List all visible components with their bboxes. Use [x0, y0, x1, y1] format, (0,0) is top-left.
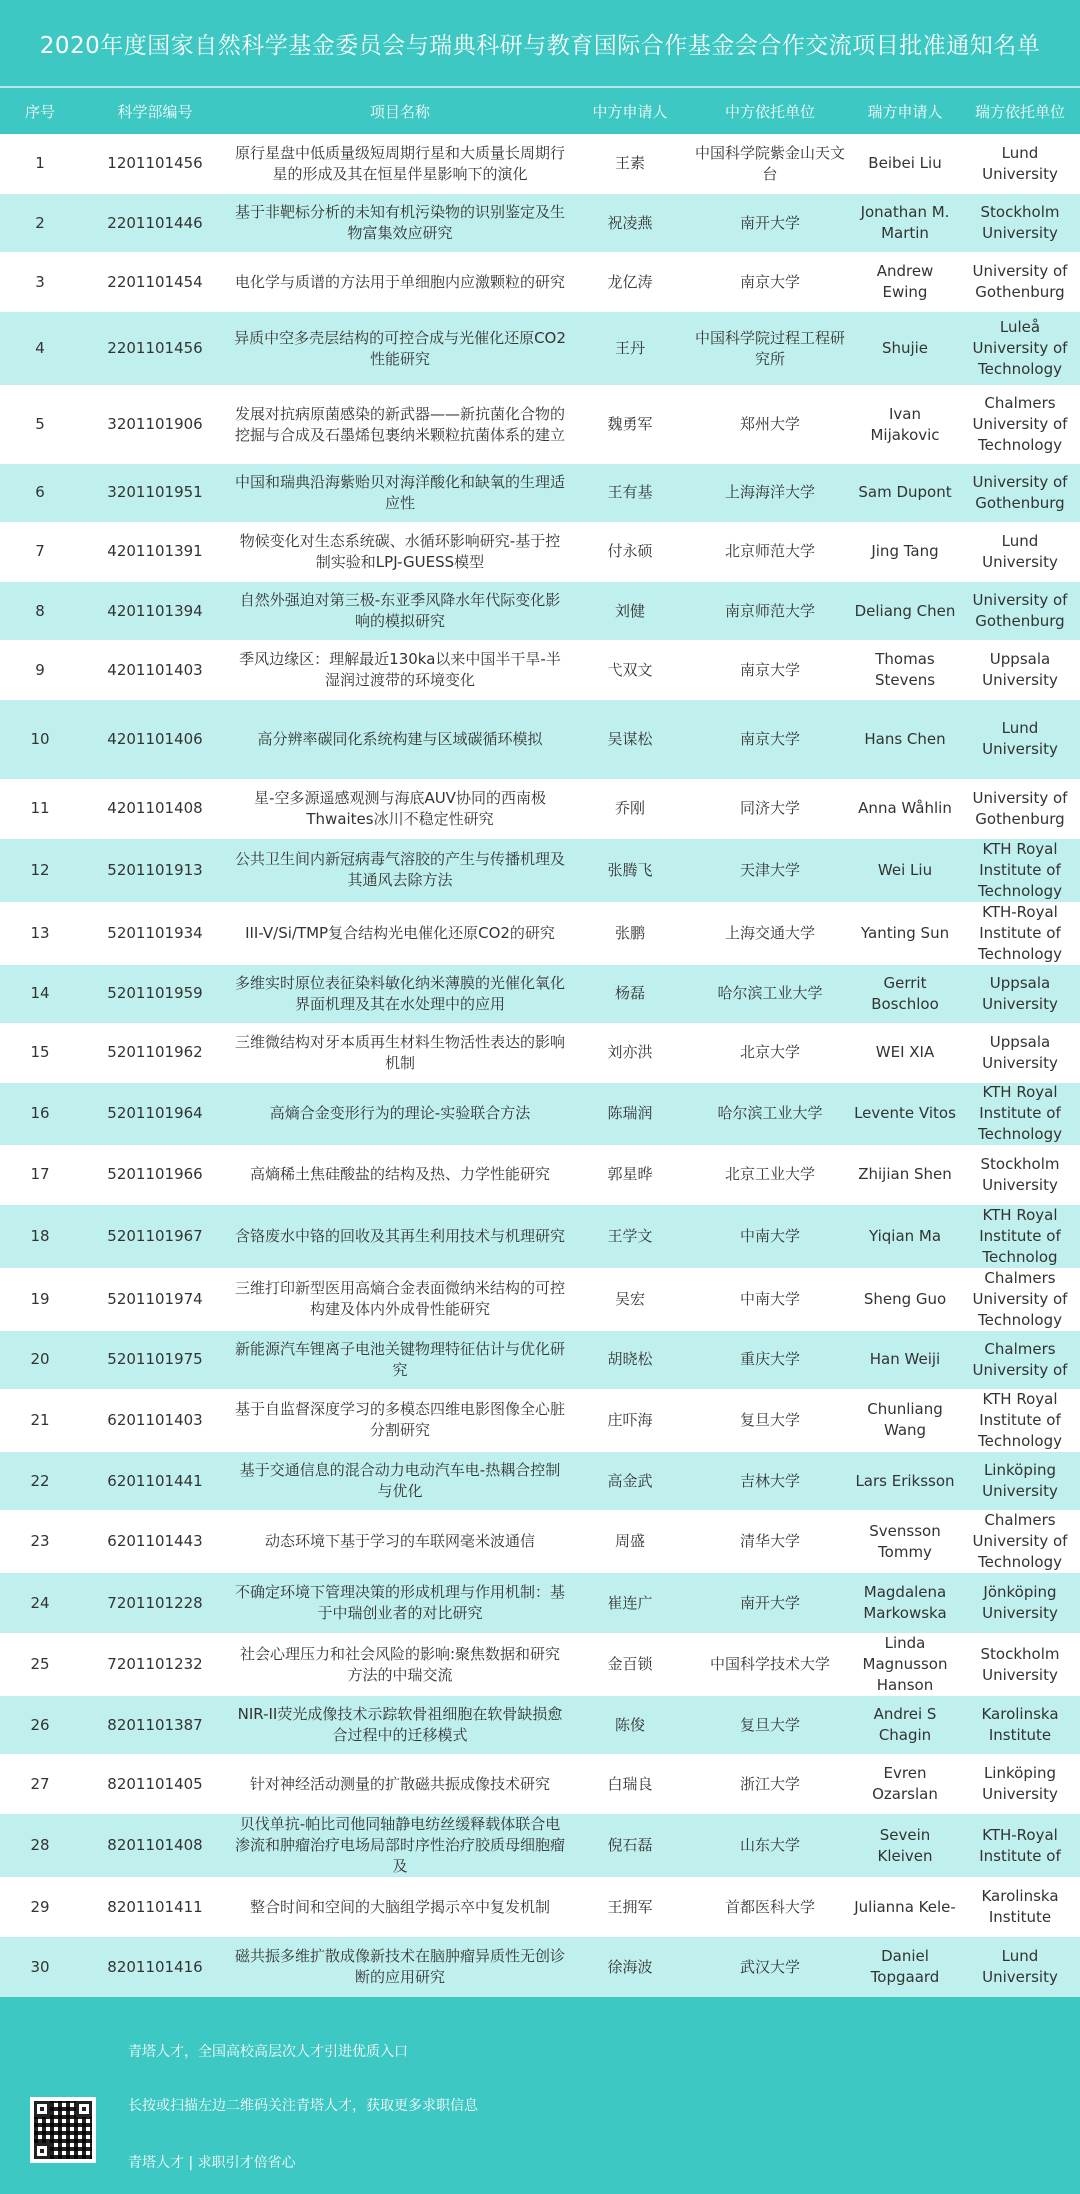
- row-project: 电化学与质谱的方法用于单细胞内应激颗粒的研究: [234, 272, 565, 291]
- row-cn-unit: 同济大学: [739, 799, 800, 818]
- row-project: 公共卫生间内新冠病毒气溶胶的产生与传播机理及其通风去除方法: [234, 850, 565, 890]
- table-row: [0, 1696, 1080, 1754]
- table-row: [0, 1083, 1080, 1145]
- row-se-unit: Lund University: [982, 531, 1058, 571]
- row-cn-applicant: 张鹏: [614, 923, 645, 942]
- table-row: [0, 902, 1080, 965]
- row-code: 6201101443: [107, 1532, 203, 1551]
- row-cn-applicant: 弋双文: [607, 660, 653, 679]
- row-cn-unit: 南京师范大学: [724, 601, 815, 620]
- row-cn-applicant: 王素: [614, 154, 645, 173]
- row-cn-applicant: 吴谋松: [607, 729, 653, 748]
- row-se-applicant: Julianna Kele-: [854, 1897, 956, 1916]
- row-cn-applicant: 魏勇军: [607, 415, 653, 434]
- row-cn-unit: 哈尔滨工业大学: [717, 1104, 823, 1123]
- table-row: [0, 194, 1080, 252]
- row-project: 贝伐单抗-帕比司他同轴静电纺丝缓释载体联合电渗流和肿瘤治疗电场局部时序性治疗胶质母细胞瘤及: [234, 1815, 565, 1876]
- row-cn-applicant: 崔连广: [607, 1593, 653, 1612]
- row-se-applicant: Beibei Liu: [868, 154, 942, 173]
- row-project: 基于自监督深度学习的多模态四维电影图像全心脏分割研究: [234, 1400, 565, 1440]
- row-cn-unit: 复旦大学: [739, 1410, 800, 1429]
- row-cn-unit: 山东大学: [739, 1836, 800, 1855]
- row-se-unit: Lund University: [982, 143, 1058, 183]
- row-code: 6201101403: [107, 1410, 203, 1429]
- footer-tagline: 青塔人才 | 求职引才倍省心: [128, 2155, 296, 2171]
- row-project: 基于交通信息的混合动力电动汽车电-热耦合控制与优化: [239, 1461, 561, 1501]
- table-row: [0, 385, 1080, 464]
- row-project: 动态环境下基于学习的车联网毫米波通信: [264, 1532, 535, 1551]
- row-se-unit: KTH Royal Institute of Technology: [977, 839, 1063, 900]
- row-se-unit: Stockholm University: [980, 1644, 1060, 1684]
- row-code: 4201101403: [107, 660, 203, 679]
- table-row: [0, 1510, 1080, 1573]
- row-no: 27: [30, 1774, 50, 1793]
- row-se-unit: Luleå University of Technology: [972, 318, 1068, 379]
- row-no: 23: [30, 1532, 50, 1551]
- row-cn-applicant: 周盛: [614, 1532, 645, 1551]
- row-code: 4201101394: [107, 601, 203, 620]
- row-cn-unit: 北京师范大学: [724, 542, 815, 561]
- row-code: 2201101446: [107, 213, 203, 232]
- row-se-applicant: Hans Chen: [864, 729, 946, 748]
- row-se-applicant: Lars Eriksson: [855, 1471, 955, 1490]
- row-no: 9: [35, 660, 45, 679]
- row-no: 20: [30, 1350, 50, 1369]
- row-code: 8201101387: [107, 1715, 203, 1734]
- row-cn-applicant: 杨磊: [614, 984, 645, 1003]
- row-se-applicant: Zhijian Shen: [858, 1165, 952, 1184]
- row-no: 18: [30, 1226, 50, 1245]
- header-cn-unit: 中方依托单位: [724, 102, 815, 121]
- row-cn-applicant: 王丹: [614, 339, 645, 358]
- row-project: 异质中空多壳层结构的可控合成与光催化还原CO2性能研究: [234, 328, 566, 368]
- row-cn-unit: 中国科学技术大学: [709, 1655, 830, 1674]
- row-se-unit: Stockholm University: [980, 203, 1060, 243]
- row-project: 磁共振多维扩散成像新技术在脑肿瘤异质性无创诊断的应用研究: [234, 1947, 565, 1987]
- table-row: [0, 1633, 1080, 1696]
- row-cn-unit: 南开大学: [739, 213, 800, 232]
- row-cn-applicant: 祝凌燕: [607, 213, 653, 232]
- row-cn-unit: 中国科学院过程工程研究所: [694, 328, 845, 368]
- row-se-unit: Stockholm University: [980, 1154, 1060, 1194]
- row-se-unit: University of Gothenburg: [972, 591, 1068, 631]
- row-project: 原行星盘中低质量级短周期行星和大质量长周期行星的形成及其在恒星伴星影响下的演化: [234, 143, 565, 183]
- header-se-applicant: 瑞方申请人: [867, 102, 943, 121]
- table-row: [0, 1145, 1080, 1205]
- row-no: 6: [35, 483, 45, 502]
- row-cn-unit: 中南大学: [739, 1289, 800, 1308]
- row-se-applicant: Jonathan M. Martin: [860, 203, 950, 243]
- row-se-unit: Jönköping University: [982, 1583, 1058, 1623]
- qr-code-icon[interactable]: [30, 2097, 96, 2163]
- row-cn-unit: 重庆大学: [739, 1350, 800, 1369]
- row-se-applicant: Thomas Stevens: [874, 650, 936, 690]
- row-code: 5201101964: [107, 1104, 203, 1123]
- row-no: 19: [30, 1289, 50, 1308]
- row-se-applicant: Andrei S Chagin: [873, 1705, 937, 1745]
- row-se-applicant: Levente Vitos: [854, 1104, 956, 1123]
- row-cn-applicant: 陈俊: [614, 1715, 645, 1734]
- row-project: 中国和瑞典沿海紫贻贝对海洋酸化和缺氧的生理适应性: [234, 472, 565, 512]
- row-se-unit: Karolinska Institute: [981, 1887, 1059, 1927]
- row-code: 5201101934: [107, 923, 203, 942]
- row-code: 1201101456: [107, 154, 203, 173]
- row-no: 22: [30, 1471, 50, 1490]
- row-cn-applicant: 付永硕: [607, 542, 653, 561]
- row-cn-unit: 中国科学院紫金山天文台: [694, 143, 845, 183]
- row-cn-unit: 南京大学: [739, 272, 800, 291]
- table-row: [0, 1205, 1080, 1268]
- row-project: NIR-II荧光成像技术示踪软骨祖细胞在软骨缺损愈合过程中的迁移模式: [237, 1705, 563, 1745]
- row-code: 5201101959: [107, 984, 203, 1003]
- row-no: 30: [30, 1957, 50, 1976]
- row-project: 针对神经活动测量的扩散磁共振成像技术研究: [249, 1774, 550, 1793]
- row-se-unit: Lund University: [982, 1947, 1058, 1987]
- row-project: III-V/Si/TMP复合结构光电催化还原CO2的研究: [245, 923, 555, 942]
- table-row: [0, 1268, 1080, 1331]
- row-cn-applicant: 胡晓松: [607, 1350, 653, 1369]
- row-cn-applicant: 龙亿涛: [607, 272, 653, 291]
- row-project: 不确定环境下管理决策的形成机理与作用机制：基于中瑞创业者的对比研究: [234, 1583, 565, 1623]
- row-code: 3201101906: [107, 415, 203, 434]
- row-se-applicant: Evren Ozarslan: [872, 1764, 938, 1804]
- row-cn-unit: 浙江大学: [739, 1774, 800, 1793]
- table-row: [0, 1389, 1080, 1452]
- row-no: 11: [30, 799, 50, 818]
- row-cn-unit: 哈尔滨工业大学: [717, 984, 823, 1003]
- row-cn-unit: 武汉大学: [739, 1957, 800, 1976]
- table-row: [0, 134, 1080, 194]
- row-cn-unit: 复旦大学: [739, 1715, 800, 1734]
- row-cn-unit: 首都医科大学: [724, 1897, 815, 1916]
- row-se-unit: KTH-Royal Institute of: [979, 1825, 1061, 1865]
- row-se-applicant: Gerrit Boschloo: [871, 973, 939, 1013]
- table-row: [0, 1754, 1080, 1814]
- row-cn-unit: 南开大学: [739, 1593, 800, 1612]
- table-row: [0, 1023, 1080, 1083]
- row-project: 星-空多源遥感观测与海底AUV协同的西南极Thwaites冰川不稳定性研究: [254, 788, 546, 828]
- header-no: 序号: [24, 102, 55, 121]
- row-se-unit: Lund University: [982, 719, 1058, 759]
- row-no: 14: [30, 984, 50, 1003]
- row-se-unit: Chalmers University of: [972, 1339, 1068, 1379]
- row-se-unit: Uppsala University: [982, 973, 1058, 1013]
- row-se-applicant: Shujie: [881, 339, 929, 358]
- row-cn-unit: 中南大学: [739, 1226, 800, 1245]
- row-se-applicant: Chunliang Wang: [867, 1400, 943, 1440]
- footer-slogan: 青塔人才，全国高校高层次人才引进优质入口: [128, 2044, 408, 2060]
- row-no: 24: [30, 1593, 50, 1612]
- table-row: [0, 700, 1080, 779]
- row-project: 含铬废水中铬的回收及其再生利用技术与机理研究: [234, 1226, 565, 1245]
- row-cn-applicant: 陈瑞润: [607, 1104, 653, 1123]
- table-row: [0, 1452, 1080, 1510]
- row-se-unit: Chalmers University of Technology: [972, 1511, 1068, 1572]
- table-header: [0, 86, 1080, 134]
- row-se-applicant: Wei Liu: [877, 860, 933, 879]
- row-code: 5201101913: [107, 860, 203, 879]
- table-row: [0, 1814, 1080, 1877]
- row-cn-unit: 上海交通大学: [724, 923, 815, 942]
- table-row: [0, 839, 1080, 902]
- footer: [0, 1997, 1080, 2194]
- row-cn-applicant: 乔刚: [614, 799, 645, 818]
- row-cn-applicant: 郭星晔: [607, 1165, 653, 1184]
- row-se-unit: KTH Royal Institute of Technolog: [979, 1205, 1061, 1266]
- table-row: [0, 779, 1080, 839]
- footer-qr-hint: 长按或扫描左边二维码关注青塔人才，获取更多求职信息: [128, 2098, 478, 2114]
- row-cn-applicant: 徐海波: [607, 1957, 653, 1976]
- row-project: 高熵稀土焦硅酸盐的结构及热、力学性能研究: [249, 1165, 550, 1184]
- table-row: [0, 965, 1080, 1023]
- header-cn-applicant: 中方申请人: [592, 102, 668, 121]
- row-no: 12: [30, 860, 50, 879]
- row-code: 4201101408: [107, 799, 203, 818]
- row-project: 新能源汽车锂离子电池关键物理特征估计与优化研究: [234, 1339, 565, 1379]
- row-se-applicant: Han Weiji: [869, 1350, 941, 1369]
- table-row: [0, 1331, 1080, 1389]
- row-code: 5201101974: [107, 1289, 203, 1308]
- row-code: 4201101406: [107, 729, 203, 748]
- row-no: 15: [30, 1043, 50, 1062]
- row-cn-applicant: 刘亦洪: [607, 1043, 653, 1062]
- row-project: 多维实时原位表征染料敏化纳米薄膜的光催化氧化界面机理及其在水处理中的应用: [234, 973, 565, 1013]
- table-row: [0, 1573, 1080, 1633]
- row-cn-applicant: 金百锁: [607, 1655, 653, 1674]
- row-project: 三维微结构对牙本质再生材料生物活性表达的影响机制: [234, 1032, 565, 1072]
- row-cn-unit: 吉林大学: [739, 1471, 800, 1490]
- table-row: [0, 464, 1080, 522]
- row-code: 2201101456: [107, 339, 203, 358]
- row-cn-applicant: 刘健: [614, 601, 645, 620]
- row-cn-applicant: 王拥军: [607, 1897, 653, 1916]
- row-se-applicant: Sam Dupont: [858, 483, 952, 502]
- row-se-unit: Karolinska Institute: [981, 1705, 1059, 1745]
- row-se-applicant: WEI XIA: [875, 1043, 935, 1062]
- row-se-applicant: Andrew Ewing: [876, 262, 934, 302]
- row-se-unit: Linköping University: [982, 1461, 1058, 1501]
- row-no: 7: [35, 542, 45, 561]
- row-se-applicant: Linda Magnusson Hanson: [862, 1634, 948, 1695]
- row-se-unit: Chalmers University of Technology: [972, 1268, 1068, 1329]
- row-se-applicant: Sheng Guo: [863, 1289, 947, 1308]
- table-body: [0, 134, 1080, 1997]
- row-code: 8201101416: [107, 1957, 203, 1976]
- row-cn-applicant: 张腾飞: [607, 860, 653, 879]
- row-code: 8201101405: [107, 1774, 203, 1793]
- row-cn-unit: 清华大学: [739, 1532, 800, 1551]
- row-project: 高熵合金变形行为的理论-实验联合方法: [269, 1104, 531, 1123]
- row-no: 13: [30, 923, 50, 942]
- row-cn-unit: 郑州大学: [739, 415, 800, 434]
- table-row: [0, 312, 1080, 385]
- row-project: 发展对抗病原菌感染的新武器——新抗菌化合物的挖掘与合成及石墨烯包裹纳米颗粒抗菌体系的建立: [234, 404, 565, 444]
- row-se-applicant: Yanting Sun: [860, 923, 950, 942]
- row-se-unit: University of Gothenburg: [972, 262, 1068, 302]
- row-cn-applicant: 王有基: [607, 483, 653, 502]
- row-no: 10: [30, 729, 50, 748]
- row-se-unit: Chalmers University of Technology: [972, 394, 1068, 455]
- row-no: 25: [30, 1655, 50, 1674]
- row-no: 4: [35, 339, 45, 358]
- table-row: [0, 522, 1080, 582]
- row-se-applicant: Ivan Mijakovic: [870, 404, 940, 444]
- row-project: 基于非靶标分析的未知有机污染物的识别鉴定及生物富集效应研究: [234, 203, 565, 243]
- row-code: 2201101454: [107, 272, 203, 291]
- row-no: 1: [35, 154, 45, 173]
- row-project: 物候变化对生态系统碳、水循环影响研究-基于控制实验和LPJ-GUESS模型: [239, 531, 561, 571]
- row-se-unit: KTH Royal Institute of Technology: [977, 1389, 1063, 1450]
- row-se-unit: Linköping University: [982, 1764, 1058, 1804]
- row-se-applicant: Daniel Topgaard: [870, 1947, 940, 1987]
- row-cn-unit: 天津大学: [739, 860, 800, 879]
- row-code: 5201101967: [107, 1226, 203, 1245]
- row-no: 3: [35, 272, 45, 291]
- row-no: 5: [35, 415, 45, 434]
- table-row: [0, 252, 1080, 312]
- row-se-applicant: Sevein Kleiven: [877, 1825, 933, 1865]
- row-cn-unit: 南京大学: [739, 729, 800, 748]
- row-se-applicant: Deliang Chen: [854, 601, 956, 620]
- row-cn-applicant: 高金武: [607, 1471, 653, 1490]
- row-cn-applicant: 庄吓海: [607, 1410, 653, 1429]
- row-se-unit: KTH-Royal Institute of Technology: [977, 902, 1063, 963]
- row-cn-unit: 南京大学: [739, 660, 800, 679]
- row-code: 8201101408: [107, 1836, 203, 1855]
- row-se-applicant: Magdalena Markowska: [863, 1583, 947, 1623]
- table-row: [0, 1937, 1080, 1997]
- row-se-unit: KTH Royal Institute of Technology: [977, 1083, 1063, 1144]
- row-project: 社会心理压力和社会风险的影响:聚焦数据和研究方法的中瑞交流: [239, 1644, 561, 1684]
- row-code: 5201101966: [107, 1165, 203, 1184]
- row-se-applicant: Jing Tang: [871, 542, 939, 561]
- row-no: 28: [30, 1836, 50, 1855]
- row-code: 5201101975: [107, 1350, 203, 1369]
- row-code: 5201101962: [107, 1043, 203, 1062]
- row-project: 季风边缘区：理解最近130ka以来中国半干旱-半湿润过渡带的环境变化: [239, 650, 561, 690]
- row-no: 8: [35, 601, 45, 620]
- row-se-unit: University of Gothenburg: [972, 472, 1068, 512]
- page-title: 2020年度国家自然科学基金委员会与瑞典科研与教育国际合作基金会合作交流项目批准通知名单: [0, 0, 1080, 86]
- row-cn-applicant: 倪石磊: [607, 1836, 653, 1855]
- row-se-applicant: Anna Wåhlin: [858, 799, 952, 818]
- row-cn-applicant: 白瑞良: [607, 1774, 653, 1793]
- row-code: 7201101232: [107, 1655, 203, 1674]
- row-no: 26: [30, 1715, 50, 1734]
- row-se-unit: Uppsala University: [982, 650, 1058, 690]
- row-se-unit: Uppsala University: [982, 1032, 1058, 1072]
- table-row: [0, 640, 1080, 700]
- table-row: [0, 582, 1080, 640]
- row-se-applicant: Svensson Tommy: [869, 1521, 941, 1561]
- row-cn-unit: 上海海洋大学: [724, 483, 815, 502]
- row-cn-unit: 北京工业大学: [724, 1165, 815, 1184]
- row-no: 2: [35, 213, 45, 232]
- row-cn-unit: 北京大学: [739, 1043, 800, 1062]
- row-project: 高分辨率碳同化系统构建与区域碳循环模拟: [257, 729, 543, 748]
- row-code: 6201101441: [107, 1471, 203, 1490]
- table-row: [0, 1877, 1080, 1937]
- row-cn-applicant: 吴宏: [614, 1289, 645, 1308]
- row-se-unit: University of Gothenburg: [972, 788, 1068, 828]
- row-code: 3201101951: [107, 483, 203, 502]
- header-code: 科学部编号: [117, 102, 193, 121]
- row-no: 17: [30, 1165, 50, 1184]
- row-project: 三维打印新型医用高熵合金表面微纳米结构的可控构建及体内外成骨性能研究: [234, 1279, 565, 1319]
- row-se-applicant: Yiqian Ma: [868, 1226, 942, 1245]
- row-no: 21: [30, 1410, 50, 1429]
- header-project: 项目名称: [369, 102, 430, 121]
- row-no: 16: [30, 1104, 50, 1123]
- row-project: 整合时间和空间的大脑组学揭示卒中复发机制: [249, 1897, 550, 1916]
- header-se-unit: 瑞方依托单位: [974, 102, 1065, 121]
- row-cn-applicant: 王学文: [607, 1226, 653, 1245]
- row-code: 8201101411: [107, 1897, 203, 1916]
- row-code: 4201101391: [107, 542, 203, 561]
- row-code: 7201101228: [107, 1593, 203, 1612]
- row-project: 自然外强迫对第三极-东亚季风降水年代际变化影响的模拟研究: [239, 591, 561, 631]
- row-no: 29: [30, 1897, 50, 1916]
